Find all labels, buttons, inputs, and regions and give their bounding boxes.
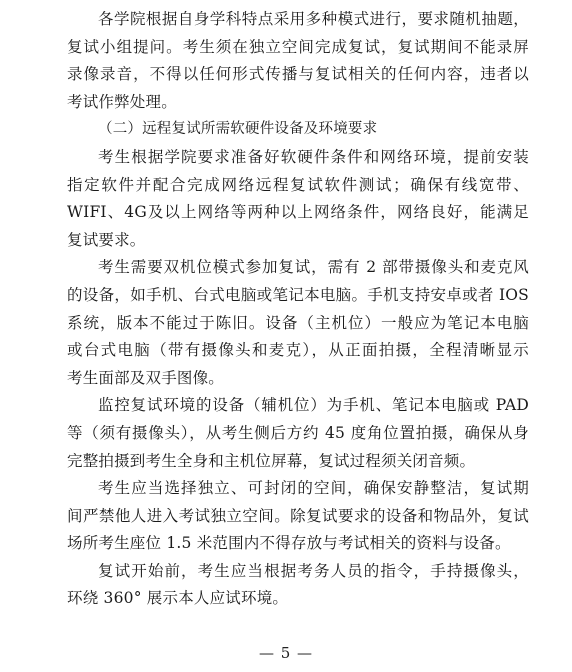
text-line: 考生面部及双手图像。 [67, 368, 225, 387]
text-line: 考生应当选择独立、可封闭的空间，确保安静整洁，复试期 [98, 479, 529, 498]
text-line: 监控复试环境的设备（辅机位）为手机、笔记本电脑或 PAD [98, 396, 529, 415]
text-line: WIFI、4G及以上网络等两种以上网络条件，网络良好，能满足 [67, 203, 529, 222]
page-number: — 5 — [258, 644, 314, 662]
text-line: 考生根据学院要求准备好软硬件条件和网络环境，提前安装 [98, 147, 529, 166]
text-line: 录像录音，不得以任何形式传播与复试相关的任何内容，违者以 [67, 65, 529, 84]
text-line: 复试小组提问。考生须在独立空间完成复试，复试期间不能录屏 [67, 37, 529, 56]
text-line: 考生需要双机位模式参加复试，需有 2 部带摄像头和麦克风 [98, 258, 529, 277]
text-line: 系统，版本不能过于陈旧。设备（主机位）一般应为笔记本电脑 [67, 313, 529, 332]
text-line: 指定软件并配合完成网络远程复试软件测试；确保有线宽带、 [67, 175, 529, 194]
text-line: 的设备，如手机、台式电脑或笔记本电脑。手机支持安卓或者 IOS [67, 285, 529, 304]
text-line: 复试开始前，考生应当根据考务人员的指令，手持摄像头， [98, 561, 529, 580]
text-line: 完整拍摄到考生全身和主机位屏幕，复试过程须关闭音频。 [67, 451, 476, 470]
text-line: 场所考生座位 1.5 米范围内不得存放与考试相关的资料与设备。 [67, 534, 511, 553]
document-body [67, 6, 529, 613]
text-line: 复试要求。 [67, 230, 146, 249]
text-line: 间严禁他人进入考试独立空间。除复试要求的设备和物品外，复试 [67, 506, 529, 525]
text-line: 考试作弊处理。 [67, 92, 177, 111]
text-line: 或台式电脑（带有摄像头和麦克），从正面拍摄，全程清晰显示 [67, 341, 529, 360]
text-line: 等（须有摄像头），从考生侧后方约 45 度角位置拍摄，确保从身 [67, 423, 529, 442]
text-line: 环绕 360° 展示本人应试环境。 [67, 589, 289, 608]
text-line: 各学院根据自身学科特点采用多种模式进行，要求随机抽题， [98, 10, 529, 28]
section-heading: （二）远程复试所需软硬件设备及环境要求 [98, 121, 378, 138]
